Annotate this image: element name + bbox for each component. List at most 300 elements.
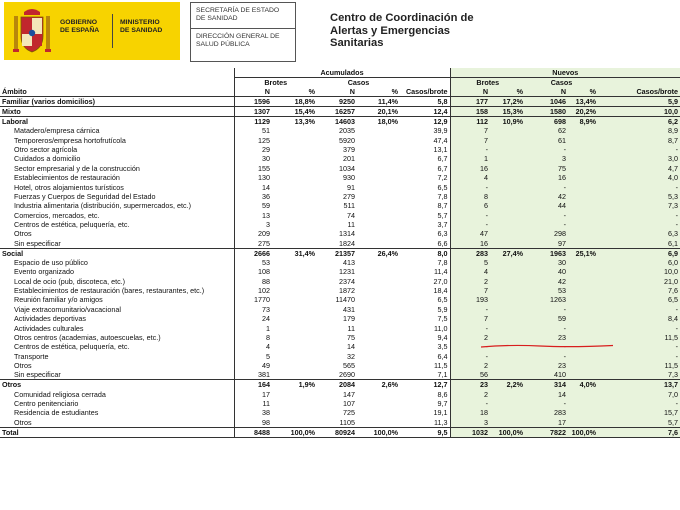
nuevos-casos-brote: 11,5 [598,333,680,342]
acum-casos-pct [357,276,400,285]
nuevos-casos-n: 62 [525,126,568,135]
nuevos-casos-pct [568,267,598,276]
acum-casos-pct: 100,0% [357,427,400,437]
col-pct: % [272,87,317,97]
nuevos-brotes-pct: 27,4% [490,248,525,258]
nuevos-casos-pct [568,352,598,361]
nuevos-brotes-pct [490,361,525,370]
acum-casos-brote: 9,4 [437,333,448,342]
acum-casos-n: 565 [343,361,355,371]
acum-casos-pct [357,201,400,210]
group-header-row [0,68,680,78]
acum-casos-brote: 6,7 [437,163,448,173]
nuevos-brotes-pct [490,370,525,380]
acum-brotes-n: 3 [234,220,272,229]
nuevos-casos-brote: 5,3 [598,192,680,201]
acum-brotes-n: 2666 [234,248,272,258]
nuevos-brotes-n: 2 [450,361,490,370]
table-row [0,182,680,191]
nuevos-casos-pct [568,295,598,304]
acum-brotes-pct [272,201,317,210]
nuevos-header: Nuevos [450,68,680,78]
acum-casos-pct [357,229,400,238]
acum-brotes-n: 30 [234,154,272,163]
acum-brotes-n: 102 [234,286,272,295]
table-row [0,295,680,304]
acum-casos-n: 14603 [317,117,357,127]
blank-cell [0,78,234,88]
acum-brotes-n: 1770 [234,295,272,304]
acum-brotes-pct [272,239,317,249]
acum-brotes-pct [272,164,317,173]
nuevos-casos-n: - [525,220,568,229]
category-row [0,97,680,107]
acum-casos-brote: 13,1 [433,144,448,154]
table-row [0,173,680,182]
nuevos-brotes-pct [490,352,525,361]
acum-casos-n: 930 [343,173,355,183]
acum-brotes-pct [272,135,317,144]
col-n: N [525,87,568,97]
secretaria-label: SECRETARÍA DE ESTADO DE SANIDAD [196,7,280,22]
nuevos-brotes-pct [490,211,525,220]
table-row [0,145,680,154]
secretaria-box [190,2,296,62]
nuevos-casos-pct [568,389,598,398]
nuevos-casos-pct [568,229,598,238]
table-row [0,286,680,295]
acum-brotes-n: 130 [234,173,272,182]
nuevos-brotes-pct [490,145,525,154]
nuevos-brotes-n: 158 [450,107,490,117]
acum-casos-pct [357,342,400,351]
acum-casos-pct [357,258,400,267]
nuevos-brotes-n: 112 [450,117,490,127]
acum-brotes-n: 155 [234,164,272,173]
acumulados-header: Acumulados [234,68,450,78]
table-row [0,314,680,323]
nuevos-brotes-n: 177 [450,97,490,107]
acum-casos-pct [357,192,400,201]
nuevos-brotes-n: 2 [450,333,490,342]
acum-brotes-n: 98 [234,418,272,428]
acum-brotes-n: 53 [234,258,272,267]
acum-casos-brote: 7,5 [437,314,448,324]
nuevos-brotes-n: 56 [450,370,490,380]
acum-casos-brote: 9,5 [400,427,450,437]
table-row [0,211,680,220]
row-label: Evento organizado [14,267,74,277]
acum-brotes-pct [272,258,317,267]
nuevos-brotes-n: 193 [450,295,490,304]
acum-casos-n: 9250 [317,97,357,107]
nuevos-casos-n: 97 [525,239,568,249]
acum-casos-n: 279 [343,191,355,201]
acum-brotes-n: 24 [234,314,272,323]
nuevos-casos-brote: 10,0 [598,107,680,117]
col-pct: % [490,87,525,97]
acum-casos-brote: 11,5 [434,361,448,371]
acum-casos-n: 511 [343,201,355,211]
nuevos-casos-brote: 8,9 [598,126,680,135]
table-row [0,201,680,210]
nuevos-casos-header: Casos [525,78,598,88]
row-label: Sector empresarial y de la construcción [14,163,140,173]
acum-casos-brote: 6,4 [437,351,448,361]
nuevos-casos-n: - [525,342,568,351]
acum-casos-n: 1872 [339,286,355,296]
nuevos-casos-n: 42 [525,276,568,285]
acum-casos-n: 5920 [339,135,355,145]
nuevos-casos-brote: 8,4 [598,314,680,323]
acum-casos-brote: 11,3 [434,417,448,427]
nuevos-casos-brote: 3,0 [598,154,680,163]
row-label: Industria alimentaria (distribución, supermercados, etc.) [14,201,191,211]
table-row [0,135,680,144]
acum-brotes-n: 14 [234,182,272,191]
acum-casos-brote: 12,7 [400,380,450,390]
acum-brotes-n: 108 [234,267,272,276]
outbreaks-table [0,68,680,438]
nuevos-casos-brote: - [598,145,680,154]
nuevos-brotes-n: - [450,182,490,191]
acum-brotes-n: 17 [234,389,272,398]
row-label: Sin especificar [14,370,61,380]
nuevos-brotes-pct: 10,9% [490,117,525,127]
nuevos-casos-brote: - [598,305,680,314]
acum-casos-pct [357,314,400,323]
nuevos-brotes-pct [490,286,525,295]
row-label: Hotel, otros alojamientos turísticos [14,182,124,192]
acum-casos-brote: 8,7 [437,201,448,211]
nuevos-casos-pct [568,192,598,201]
nuevos-casos-brote: 21,0 [598,276,680,285]
row-label: Actividades culturales [14,323,84,333]
acum-casos-n: 14 [347,342,355,352]
nuevos-casos-n: - [525,323,568,332]
acum-brotes-n: 59 [234,201,272,210]
acum-casos-pct [357,323,400,332]
nuevos-brotes-header: Brotes [450,78,525,88]
nuevos-brotes-pct [490,220,525,229]
acum-casos-pct [357,408,400,417]
acum-casos-pct [357,173,400,182]
nuevos-casos-n: 53 [525,286,568,295]
acum-casos-pct [357,370,400,380]
acum-casos-pct [357,164,400,173]
acum-brotes-pct [272,418,317,428]
nuevos-casos-pct [568,399,598,408]
row-label: Otro sector agrícola [14,144,78,154]
row-label: Establecimientos de restauración [14,173,120,183]
nuevos-casos-n: 23 [525,361,568,370]
acum-brotes-n: 51 [234,126,272,135]
row-label: Temporeros/empresa hortofrutícola [14,135,126,145]
acum-brotes-pct [272,126,317,135]
acum-brotes-pct [272,295,317,304]
table-row [0,399,680,408]
nuevos-brotes-pct: 100,0% [490,427,525,437]
acum-brotes-n: 1307 [234,107,272,117]
acum-brotes-n: 8 [234,333,272,342]
acum-casos-pct [357,154,400,163]
acum-casos-n: 11 [347,323,355,333]
nuevos-casos-pct [568,314,598,323]
acum-brotes-pct: 1,9% [272,380,317,390]
nuevos-brotes-n: 5 [450,258,490,267]
nuevos-brotes-n: 16 [450,239,490,249]
acum-casos-pct [357,220,400,229]
acum-brotes-pct [272,220,317,229]
row-label: Comunidad religiosa cerrada [14,389,106,399]
nuevos-brotes-pct [490,135,525,144]
nuevos-casos-pct [568,258,598,267]
acum-casos-n: 107 [343,398,355,408]
acum-casos-pct [357,295,400,304]
acum-brotes-pct [272,370,317,380]
acum-brotes-n: 275 [234,239,272,249]
nuevos-casos-n: - [525,399,568,408]
acum-brotes-pct [272,182,317,191]
acum-casos-pct [357,418,400,428]
acum-casos-brote: 6,3 [437,229,448,239]
nuevos-casos-brote: - [598,323,680,332]
nuevos-brotes-pct [490,408,525,417]
acum-casos-n: 413 [343,257,355,267]
nuevos-casos-brote: 6,9 [598,248,680,258]
nuevos-casos-pct [568,418,598,428]
nuevos-casos-n: 14 [525,389,568,398]
acum-casos-brote: 12,9 [400,117,450,127]
row-label: Total [0,427,234,437]
secretaria-divider [191,28,295,29]
acum-brotes-pct [272,323,317,332]
nuevos-casos-n: 698 [525,117,568,127]
nuevos-casos-n: 23 [525,333,568,342]
table-row [0,267,680,276]
nuevos-brotes-n: - [450,220,490,229]
row-label: Residencia de estudiantes [14,408,99,418]
nuevos-brotes-pct [490,389,525,398]
acum-casos-n: 1034 [339,163,355,173]
acum-casos-n: 179 [343,314,355,324]
acum-brotes-pct [272,286,317,295]
acum-casos-pct [357,211,400,220]
acum-brotes-n: 164 [234,380,272,390]
acum-casos-n: 2035 [339,126,355,136]
table-row [0,229,680,238]
nuevos-casos-n: 75 [525,164,568,173]
nuevos-casos-n: - [525,145,568,154]
table-row [0,352,680,361]
acum-casos-brote: 7,1 [437,370,448,380]
nuevos-brotes-n: 16 [450,164,490,173]
nuevos-casos-pct [568,323,598,332]
nuevos-casos-pct [568,408,598,417]
acum-brotes-pct [272,267,317,276]
nuevos-brotes-n: - [450,352,490,361]
row-label: Mixto [0,107,234,117]
row-label: Otros [0,380,234,390]
acum-brotes-n: 88 [234,276,272,285]
nuevos-casos-brote: - [598,182,680,191]
acum-casos-brote: 8,6 [437,389,448,399]
nuevos-casos-brote: 10,0 [598,267,680,276]
nuevos-casos-pct [568,154,598,163]
row-label: Social [0,248,234,258]
row-label: Otros centros (academias, autoescuelas, etc.) [14,333,161,342]
nuevos-brotes-n: 7 [450,286,490,295]
nuevos-brotes-n: 7 [450,314,490,323]
acum-casos-pct [357,305,400,314]
acum-casos-brote: 6,5 [437,182,448,192]
coat-of-arms-icon [12,6,52,56]
acum-casos-n: 1824 [339,238,355,248]
row-label: Matadero/empresa cárnica [14,126,100,136]
nuevos-brotes-pct [490,276,525,285]
nuevos-brotes-n: 23 [450,380,490,390]
nuevos-brotes-pct [490,258,525,267]
acum-casos-brote: 7,8 [437,257,448,267]
acum-casos-brote: 7,8 [437,191,448,201]
nuevos-casos-n: 3 [525,154,568,163]
acum-casos-brote: 19,1 [433,408,448,418]
acum-brotes-pct [272,305,317,314]
acum-casos-brote: 11,4 [434,267,448,277]
acum-brotes-n: 8488 [234,427,272,437]
nuevos-casos-brote: 15,7 [598,408,680,417]
table-row [0,276,680,285]
acum-brotes-n: 29 [234,145,272,154]
nuevos-casos-pct: 100,0% [568,427,598,437]
nuevos-casos-pct [568,182,598,191]
row-label: Viaje extracomunitario/vacacional [14,304,121,314]
acum-brotes-n: 49 [234,361,272,370]
gobierno-label: GOBIERNO DE ESPAÑA [60,19,100,34]
nuevos-casos-pct [568,135,598,144]
nuevos-casos-pct [568,126,598,135]
nuevos-casos-brote: 6,5 [598,295,680,304]
acum-casos-brote: 6,6 [437,238,448,248]
nuevos-brotes-n: 7 [450,135,490,144]
row-label: Familiar (varios domicilios) [0,97,234,107]
nuevos-brotes-n: - [450,399,490,408]
acum-brotes-pct: 31,4% [272,248,317,258]
direccion-label: DIRECCIÓN GENERAL DE SALUD PÚBLICA [196,33,280,48]
table-row [0,164,680,173]
acum-casos-brote: 9,7 [437,398,448,408]
acum-casos-n: 2690 [339,370,355,380]
table-row [0,258,680,267]
acum-brotes-pct [272,389,317,398]
nuevos-casos-brote: 13,7 [598,380,680,390]
acum-casos-pct [357,389,400,398]
nuevos-casos-brote: 7,6 [598,286,680,295]
nuevos-casos-pct [568,361,598,370]
acum-casos-pct [357,267,400,276]
row-label: Laboral [0,117,234,127]
nuevos-brotes-n: 2 [450,389,490,398]
nuevos-casos-n: 1963 [525,248,568,258]
acum-casos-brote: 6,7 [437,154,448,164]
acum-casos-brote: 47,4 [433,135,448,145]
nuevos-casos-n: 16 [525,173,568,182]
nuevos-brotes-pct [490,418,525,428]
col-n: N [234,87,272,97]
acum-casos-pct: 18,0% [357,117,400,127]
table-row [0,239,680,249]
nuevos-brotes-n: 8 [450,192,490,201]
nuevos-casos-n: 283 [525,408,568,417]
nuevos-brotes-n: - [450,342,490,351]
ambito-header: Ámbito [0,87,234,97]
nuevos-casos-brote: 7,3 [598,201,680,210]
blank-cell [400,78,450,88]
table-row [0,333,680,342]
nuevos-brotes-n: 3 [450,418,490,428]
acum-casos-pct [357,145,400,154]
acum-brotes-n: 1129 [234,117,272,127]
nuevos-casos-n: 410 [525,370,568,380]
nuevos-casos-pct [568,220,598,229]
acum-casos-n: 1231 [339,267,355,277]
nuevos-casos-n: 40 [525,267,568,276]
acum-brotes-pct [272,352,317,361]
acum-casos-n: 11 [347,220,355,230]
acum-casos-n: 2374 [339,276,355,286]
table-row [0,370,680,380]
row-label: Espacio de uso público [14,257,88,267]
handwritten-underline [480,343,614,349]
nuevos-casos-pct: 13,4% [568,97,598,107]
table-row [0,126,680,135]
acum-brotes-pct [272,342,317,351]
category-row [0,248,680,258]
acum-brotes-pct [272,145,317,154]
nuevos-brotes-n: 6 [450,201,490,210]
acum-brotes-pct: 18,8% [272,97,317,107]
acum-casos-brote: 12,4 [400,107,450,117]
table-row [0,408,680,417]
acum-brotes-pct [272,173,317,182]
acum-casos-n: 32 [347,351,355,361]
blank-cell [0,68,234,78]
nuevos-brotes-n: - [450,305,490,314]
col-n: N [317,87,357,97]
nuevos-brotes-pct [490,323,525,332]
nuevos-brotes-n: 1 [450,154,490,163]
nuevos-casos-brote: 6,3 [598,229,680,238]
nuevos-brotes-pct [490,164,525,173]
gobierno-logo-block [4,2,180,60]
acum-brotes-n: 11 [234,399,272,408]
acum-brotes-header: Brotes [234,78,317,88]
column-header-row [0,87,680,97]
ministerio-label: MINISTERIO DE SANIDAD [120,19,163,34]
acum-casos-n: 1314 [339,229,355,239]
subgroup-header-row [0,78,680,88]
nuevos-brotes-pct [490,154,525,163]
acum-casos-pct [357,352,400,361]
nuevos-brotes-pct [490,305,525,314]
acum-brotes-pct: 15,4% [272,107,317,117]
nuevos-casos-pct [568,145,598,154]
acum-casos-brote: 7,2 [437,173,448,183]
nuevos-casos-pct [568,305,598,314]
acum-casos-n: 431 [343,304,355,314]
nuevos-brotes-pct [490,126,525,135]
nuevos-casos-n: - [525,182,568,191]
